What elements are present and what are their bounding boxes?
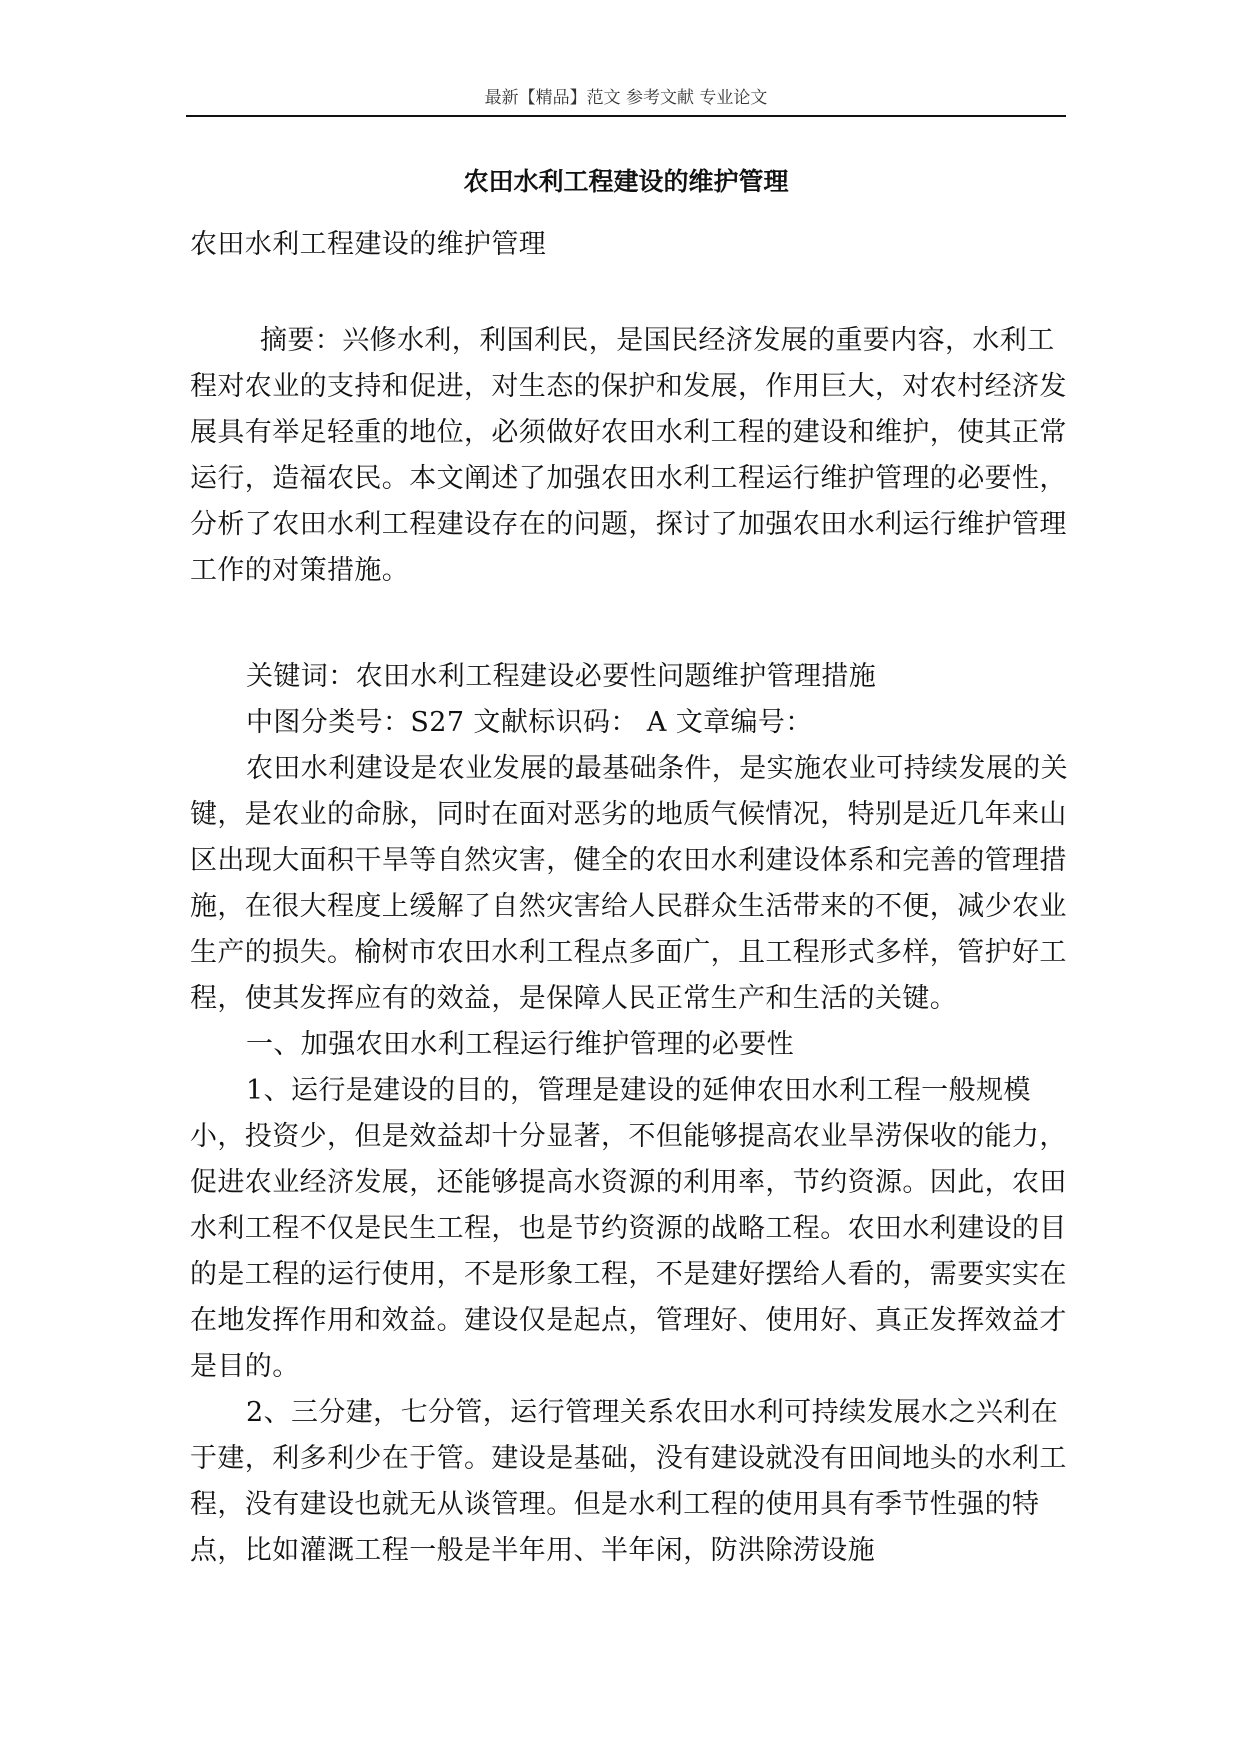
document-title: 农田水利工程建设的维护管理 [463, 167, 789, 196]
header-rule [186, 115, 1066, 117]
document-subtitle: 农田水利工程建设的维护管理 [190, 229, 547, 260]
keywords-line: 关键词：农田水利工程建设必要性问题维护管理措施 [246, 661, 877, 692]
document-body [190, 222, 1070, 1574]
intro-paragraph: 农田水利建设是农业发展的最基础条件，是实施农业可持续发展的关键，是农业的命脉，同时在面对恶劣的地质气候情况，特别是近几年来山区出现大面积干旱等自然灾害，健全的农田水利建设体系和完善的管理措施，在很大程度上缓解了自然灾害给人民群众生活带来的不便，减少农业生产的损失。榆树市农田水利工程点多面广，且工程形式多样，管护好工程，使其发挥应有的效益，是保障人民正常生产和生活的关键。 [190, 753, 1068, 1014]
section-heading: 一、加强农田水利工程运行维护管理的必要性 [246, 1029, 794, 1060]
point-paragraph-2: 2、三分建，七分管，运行管理关系农田水利可持续发展水之兴利在于建，利多利少在于管。建设是基础，没有建设就没有田间地头的水利工程，没有建设也就无从谈管理。但是水利工程的使用具有季节性强的特点，比如灌溉工程一般是半年用、半年闲，防洪除涝设施 [190, 1397, 1067, 1566]
abstract-paragraph: 摘要：兴修水利，利国利民，是国民经济发展的重要内容，水利工程对农业的支持和促进，对生态的保护和发展，作用巨大，对农村经济发展具有举足轻重的地位，必须做好农田水利工程的建设和维护，使其正常运行，造福农民。本文阐述了加强农田水利工程运行维护管理的必要性，分析了农田水利工程建设存在的问题，探讨了加强农田水利运行维护管理工作的对策措施。 [190, 325, 1067, 586]
running-header: 最新【精品】范文 参考文献 专业论文 [484, 88, 768, 108]
classification-line: 中图分类号：S27 文献标识码： A 文章编号： [246, 707, 813, 738]
point-paragraph-1: 1、运行是建设的目的，管理是建设的延伸农田水利工程一般规模小，投资少，但是效益却十分显著，不但能够提高农业旱涝保收的能力，促进农业经济发展，还能够提高水资源的利用率，节约资源。因此，农田水利工程不仅是民生工程，也是节约资源的战略工程。农田水利建设的目的是工程的运行使用，不是形象工程，不是建好摆给人看的，需要实实在在地发挥作用和效益。建设仅是起点，管理好、使用好、真正发挥效益才是目的。 [190, 1075, 1067, 1382]
